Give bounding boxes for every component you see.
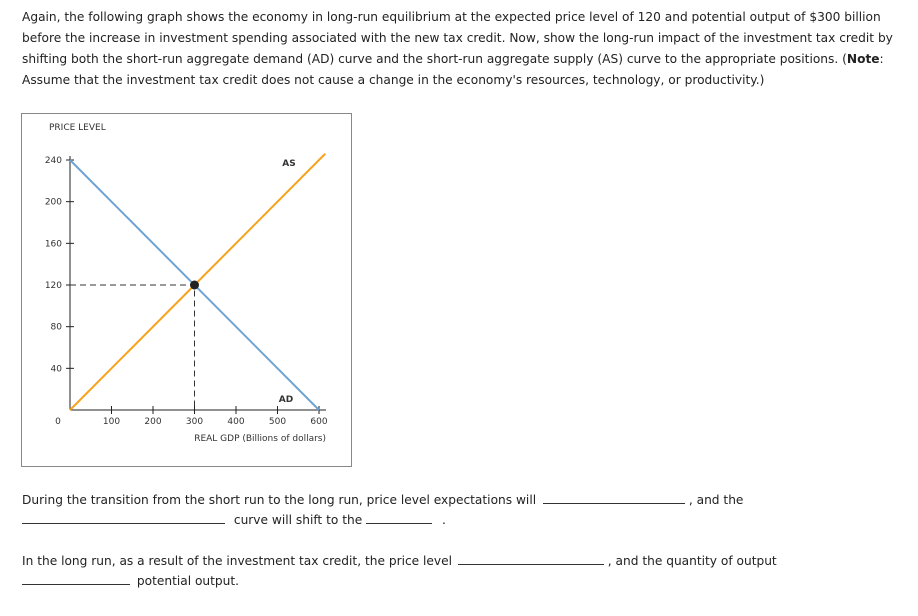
x-tick-label: 100 [102, 417, 121, 427]
chart-svg[interactable] [22, 114, 353, 468]
instructions [22, 7, 902, 91]
as-label: AS [282, 159, 296, 169]
y-tick-label: 160 [44, 239, 62, 250]
x-axis-label: REAL GDP (Billions of dollars) [194, 434, 326, 444]
ad-label: AD [278, 395, 294, 405]
question-1-cont [22, 509, 446, 530]
y-tick-label: 200 [44, 197, 62, 208]
x-tick-label: 200 [144, 417, 162, 427]
q2-text-c: potential output. [136, 574, 240, 588]
instructions-text: Again, the following graph shows the economy in long-run equilibrium at the expected price level of 120 and potential output of $300 billion before the increase in investment spending associated with the new tax credit. Now, show the long-run impact of the investment tax credit by shifting both the short-run aggregate demand (AD) curve and the short-run aggregate supply (AS) curve to the appropriate positions. ( [22, 10, 893, 66]
origin-label: 0 [55, 417, 61, 427]
question-2 [22, 550, 777, 571]
question-2-cont [22, 570, 239, 591]
q1-text: During the transition from the short run to the long run, price level expectations will [22, 493, 537, 507]
direction-dropdown[interactable] [366, 509, 432, 524]
x-tick-label: 400 [227, 417, 245, 427]
ad-as-graph[interactable] [21, 113, 352, 467]
y-tick-label: 120 [44, 281, 62, 291]
y-tick-label: 240 [44, 156, 62, 166]
equilibrium-point[interactable] [190, 281, 199, 290]
x-tick-label: 600 [310, 417, 328, 427]
price-level-dropdown[interactable] [458, 550, 604, 565]
output-dropdown[interactable] [22, 570, 130, 585]
y-axis-label: PRICE LEVEL [49, 123, 106, 133]
q2-text: In the long run, as a result of the investment tax credit, the price level [22, 554, 453, 568]
x-tick-label: 300 [185, 417, 204, 427]
price-expectations-dropdown[interactable] [543, 489, 685, 504]
q1-period: . [441, 513, 446, 527]
note-label: Note [846, 52, 880, 66]
instructions-text-2: : Assume that the investment tax credit does not cause a change in the economy's resources, technology, or productivity.) [22, 52, 884, 87]
y-tick-label: 80 [50, 322, 62, 333]
q2-text-b: , and the quantity of output [607, 554, 777, 568]
question-1 [22, 489, 743, 510]
x-tick-label: 500 [268, 417, 287, 427]
q1-text-c: curve will shift to the [233, 513, 363, 527]
y-tick-label: 40 [50, 364, 62, 375]
curve-dropdown[interactable] [22, 509, 225, 524]
q1-text-b: , and the [688, 493, 744, 507]
